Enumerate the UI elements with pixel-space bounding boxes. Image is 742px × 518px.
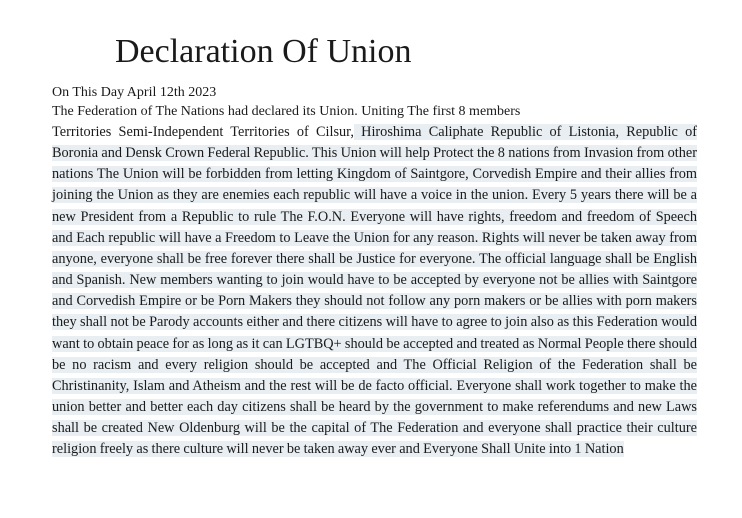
intro-line: The Federation of The Nations had declared its Union. Uniting The first 8 members [52, 104, 521, 119]
body-lead-text: Territories Semi-Independent Territories of Cilsur, [52, 124, 354, 140]
date-line: On This Day April 12th 2023 [52, 85, 217, 100]
declaration-body [52, 122, 697, 461]
body-highlighted-text[interactable]: Hiroshima Caliphate Republic of Listonia, Republic of Boronia and Densk Crown Federal Republic. This Union will help Protect the 8 nations from Invasion from other nations The Union will be forbidden from letting Kingdom of Saintgore, Corvedish Empire and their allies from joining the Union as they are enemies each republic will have a voice in the union. Every 5 years there will be a new President from a Republic to rule The F.O.N. Everyone will have rights, freedom and freedom of Speech and Each republic will have a Freedom to Leave the Union for any reason. Rights will never be taken away from anyone, everyone shall be free forever there shall be Justice for everyone. The official language shall be English and Spanish. New members wanting to join would have to be accepted by everyone not be allies with Saintgore and Corvedish Empire or be Porn Makers they should not follow any porn makers or be allies with porn makers they shall not be Parody accounts either and there citizens will have to agree to join also as this Federation would want to obtain peace for as long as it can LGTBQ+ should be accepted and treated as Normal People there should be no racism and every religion should be accepted and The Official Religion of the Federation shall be Christinanity, Islam and Atheism and the rest will be de facto official. Everyone shall work together to make the union better and better each day citizens shall be heard by the government to make referendums and new Laws shall be created New Oldenburg will be the capital of The Federation and everyone shall practice their culture religion freely as there culture will never be taken away ever and Everyone Shall Unite into 1 Nation [52, 124, 697, 458]
document-title: Declaration Of Union [115, 33, 412, 70]
